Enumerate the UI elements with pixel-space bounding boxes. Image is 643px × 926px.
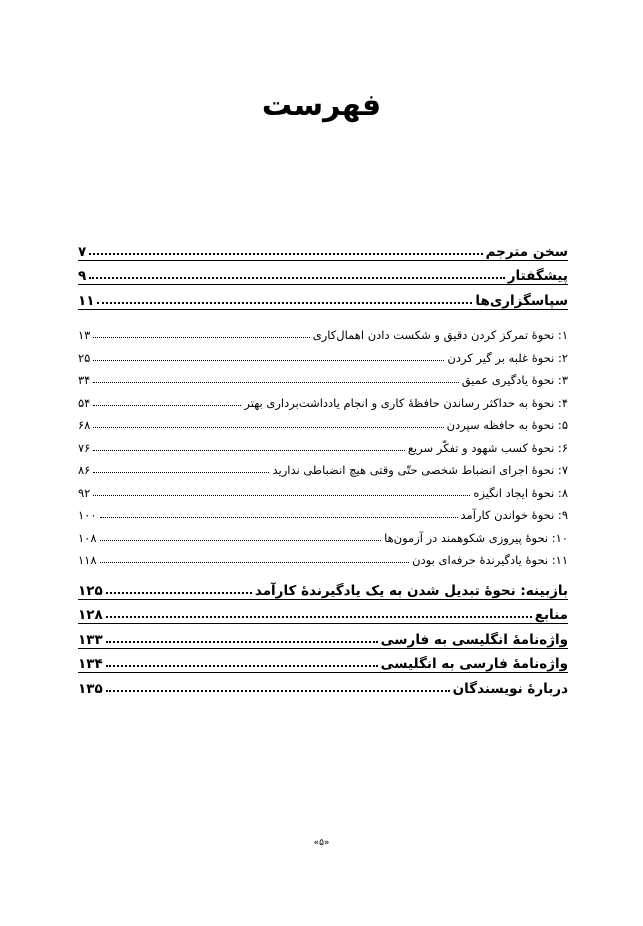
toc-chapter-entry[interactable] — [78, 320, 568, 343]
toc-entry-label: ۳: نحوهٔ یادگیری عمیق — [461, 373, 568, 387]
toc-entry-page: ۵۴ — [78, 395, 91, 410]
toc-entry-page: ۱۲۵ — [78, 582, 103, 599]
toc-entry-page: ۱۳۵ — [78, 680, 103, 697]
toc-entry-label: ۶: نحوهٔ کسب شهود و تفکّر سریع — [407, 440, 568, 455]
table-of-contents — [78, 236, 568, 697]
dot-leader — [100, 517, 458, 518]
toc-chapter-entry[interactable] — [78, 545, 568, 568]
toc-entry-label: ۴: نحوهٔ به حداکثر رساندن حافظهٔ کاری و انجام یادداشت‌برداری بهتر — [244, 395, 568, 410]
toc-entry-label: ۷: نحوهٔ اجرای انضباط شخصی حتّی وقتی هیچ انضباطی ندارید — [272, 463, 568, 477]
toc-chapter-entry[interactable] — [78, 365, 568, 388]
dot-leader — [93, 472, 269, 473]
toc-entry-label: ۱۰: نحوهٔ پیروزی شکوهمند در آزمون‌ها — [384, 530, 568, 545]
dot-leader — [106, 690, 450, 692]
toc-entry[interactable] — [78, 575, 568, 600]
dot-leader — [93, 405, 241, 406]
toc-entry-page: ۱۰۰ — [78, 508, 97, 522]
toc-front-matter — [78, 236, 568, 310]
toc-entry-label: دربارهٔ نویسندگان — [452, 680, 568, 697]
toc-entry-page: ۱۳۳ — [78, 631, 103, 648]
toc-entry[interactable] — [78, 600, 568, 625]
dot-leader — [93, 450, 404, 451]
toc-entry-label: ۵: نحوهٔ به حافظه سپردن — [446, 418, 568, 432]
toc-entry-label: واژه‌نامهٔ فارسی به انگلیسی — [380, 656, 568, 672]
toc-entry-label: واژه‌نامهٔ انگلیسی به فارسی — [380, 631, 568, 648]
toc-chapter-entry[interactable] — [78, 522, 568, 545]
toc-entry[interactable] — [78, 649, 568, 674]
toc-entry-label: ۸: نحوهٔ ایجاد انگیزه — [473, 485, 568, 500]
dot-leader — [93, 360, 444, 361]
page-number: «۵» — [313, 838, 330, 848]
toc-entry[interactable] — [78, 673, 568, 697]
dot-leader — [106, 641, 378, 643]
dot-leader — [106, 665, 378, 667]
toc-chapter-entry[interactable] — [78, 432, 568, 455]
toc-entry-label: پیشگفتار — [507, 268, 568, 284]
toc-entry[interactable] — [78, 236, 568, 261]
dot-leader — [89, 253, 482, 255]
toc-entry-label: ۱: نحوهٔ تمرکز کردن دقیق و شکست دادن اهمال‌کاری — [312, 328, 568, 342]
toc-entry-page: ۱۳۴ — [78, 656, 103, 672]
toc-chapter-entry[interactable] — [78, 455, 568, 478]
toc-chapter-entry[interactable] — [78, 342, 568, 365]
toc-chapters — [78, 320, 568, 568]
toc-entry-label: سخن مترجم — [485, 243, 568, 260]
toc-entry-page: ۶۸ — [78, 418, 91, 432]
dot-leader — [93, 382, 458, 383]
toc-entry-label: ۹: نحوهٔ خواندن کارآمد — [460, 508, 568, 522]
page-title: فهرست — [261, 88, 382, 123]
toc-entry-page: ۷ — [78, 243, 87, 260]
dot-leader — [106, 592, 252, 594]
toc-entry[interactable] — [78, 261, 568, 286]
toc-entry-page: ۱۰۸ — [78, 530, 97, 545]
toc-entry-page: ۸۶ — [78, 463, 91, 477]
dot-leader — [97, 302, 472, 304]
toc-entry-page: ۲۵ — [78, 350, 91, 365]
toc-entry-page: ۱۳ — [78, 328, 91, 342]
toc-chapter-entry[interactable] — [78, 410, 568, 433]
toc-entry-page: ۷۶ — [78, 440, 91, 455]
dot-leader — [106, 616, 532, 618]
toc-entry-page: ۹ — [78, 268, 87, 284]
dot-leader — [93, 337, 309, 338]
toc-entry-label: منابع — [534, 607, 568, 623]
toc-back-matter — [78, 575, 568, 697]
toc-chapter-entry[interactable] — [78, 477, 568, 500]
toc-entry-page: ۳۴ — [78, 373, 91, 387]
toc-entry[interactable] — [78, 624, 568, 649]
toc-entry-page: ۱۱ — [78, 292, 95, 309]
toc-entry[interactable] — [78, 285, 568, 310]
toc-entry-page: ۱۲۸ — [78, 607, 103, 623]
dot-leader — [100, 540, 382, 541]
toc-entry-label: ۲: نحوهٔ غلبه بر گیر کردن — [447, 350, 568, 365]
dot-leader — [93, 427, 443, 428]
toc-entry-label: ۱۱: نحوهٔ یادگیرندهٔ حرفه‌ای بودن — [412, 553, 568, 567]
toc-entry-page: ۹۲ — [78, 485, 91, 500]
toc-chapter-entry[interactable] — [78, 387, 568, 410]
toc-entry-label: سپاسگزاری‌ها — [475, 292, 568, 309]
dot-leader — [100, 562, 410, 563]
toc-entry-page: ۱۱۸ — [78, 553, 97, 567]
toc-chapter-entry[interactable] — [78, 500, 568, 523]
toc-entry-label: بازبینه: نحوهٔ تبدیل شدن به یک یادگیرندهٔ کارآمد — [254, 582, 568, 599]
dot-leader — [89, 277, 505, 279]
dot-leader — [93, 495, 470, 496]
